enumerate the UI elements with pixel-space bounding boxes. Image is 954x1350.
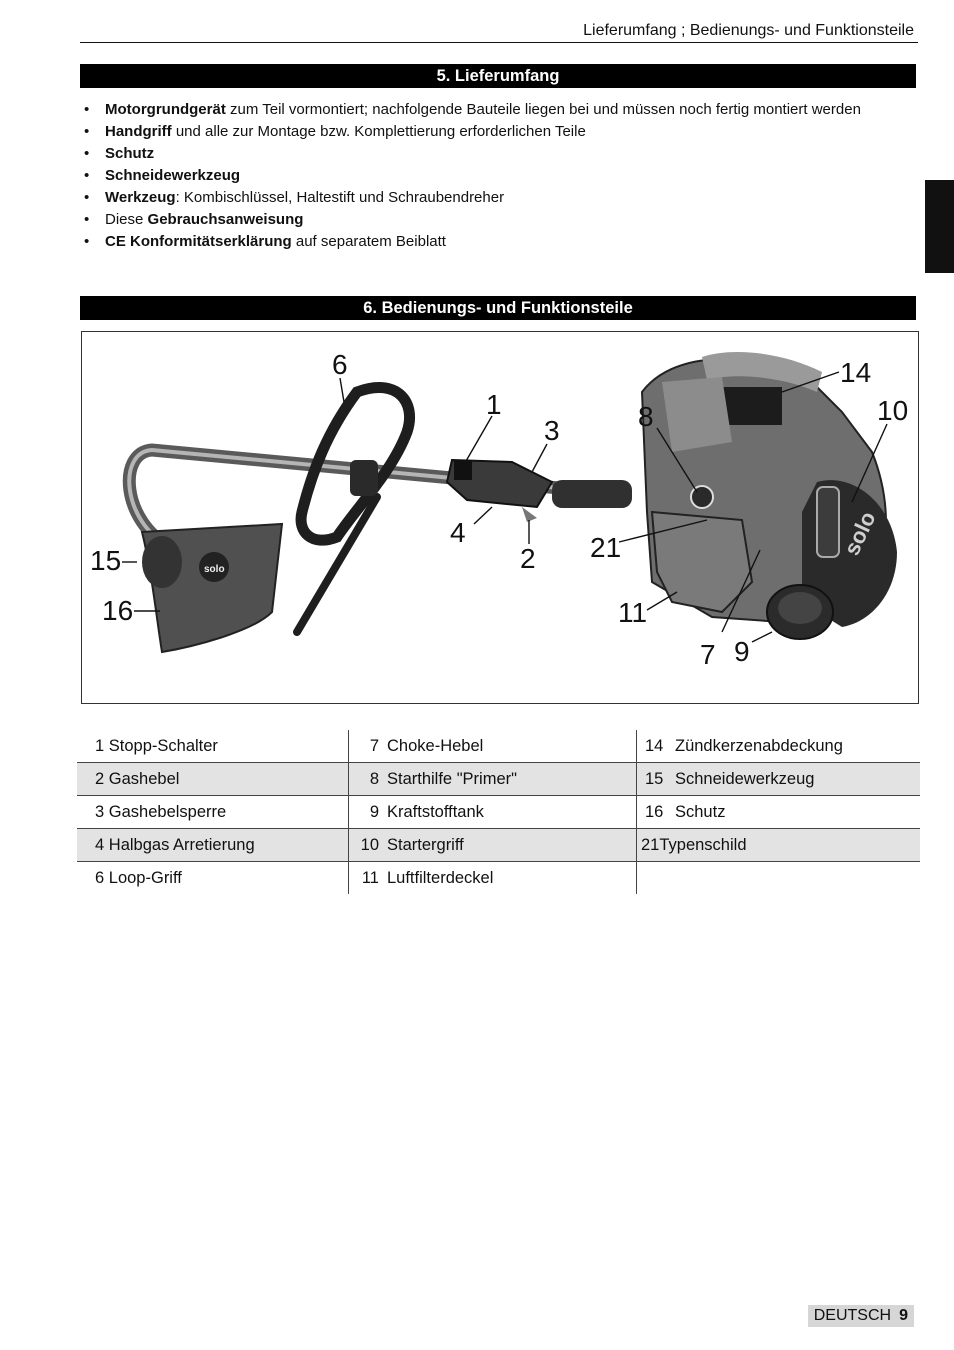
list-item: • Handgriff und alle zur Montage bzw. Komplettierung erforderlichen Teile (84, 123, 586, 140)
legend-label: Loop-Griff (108, 868, 182, 887)
delivery-list (80, 100, 910, 254)
legend-label: Typenschild (659, 835, 747, 854)
guard-logo: solo (204, 564, 225, 575)
callout-9: 9 (734, 636, 750, 667)
section-6-title: 6. Bedienungs- und Funktionsteile (80, 296, 916, 320)
legend-label: Choke-Hebel (387, 736, 484, 755)
header-rule (80, 42, 918, 43)
legend-num: 10 (360, 835, 379, 854)
table-row (77, 862, 920, 895)
legend-num: 4 (95, 835, 105, 854)
table-row (77, 796, 920, 829)
brushcutter-figure (81, 331, 919, 704)
legend-num: 3 (95, 802, 105, 821)
legend-label: Startergriff (387, 835, 464, 854)
callout-21: 21 (590, 532, 622, 563)
legend-num: 7 (369, 736, 379, 755)
callout-16: 16 (102, 595, 134, 626)
legend-num: 8 (369, 769, 379, 788)
callout-11: 11 (618, 597, 648, 628)
list-item: • Schutz (84, 145, 155, 162)
legend-num: 15 (645, 769, 664, 788)
list-item: • Motorgrundgerät zum Teil vormontiert; nachfolgende Bauteile liegen bei und müssen noch fertig montiert werden (84, 101, 861, 118)
list-item: • CE Konformitätserklärung auf separatem Beiblatt (84, 233, 446, 250)
callout-15: 15 (90, 545, 122, 576)
list-item: • Diese Gebrauchsanweisung (84, 211, 304, 228)
page-footer (808, 1305, 914, 1327)
legend-label: Luftfilterdeckel (387, 868, 494, 887)
callout-1: 1 (486, 389, 502, 420)
table-row (77, 763, 920, 796)
legend-label: Stopp-Schalter (108, 736, 218, 755)
legend-label: Schutz (675, 802, 726, 821)
callout-7: 7 (700, 639, 716, 670)
list-item: • Schneidewerkzeug (84, 167, 241, 184)
legend-label: Halbgas Arretierung (108, 835, 255, 854)
callout-10: 10 (877, 395, 909, 426)
list-item: • Werkzeug: Kombischlüssel, Haltestift und Schraubendreher (84, 189, 505, 206)
language-side-tab (925, 180, 954, 273)
running-header: Lieferumfang ; Bedienungs- und Funktionsteile (583, 22, 914, 39)
legend-num: 6 (95, 868, 105, 887)
table-row (77, 829, 920, 862)
legend-label: Schneidewerkzeug (675, 769, 815, 788)
page-number: 9 (899, 1307, 908, 1324)
legend-label: Kraftstofftank (387, 802, 484, 821)
callout-14: 14 (840, 357, 872, 388)
callout-2: 2 (520, 543, 536, 574)
legend-label: Gashebel (108, 769, 180, 788)
footer-language: DEUTSCH (813, 1307, 892, 1324)
legend-num: 21 (641, 835, 660, 854)
engine-logo: solo (838, 507, 881, 560)
callout-4: 4 (450, 517, 466, 548)
legend-num: 2 (95, 769, 105, 788)
legend-num: 14 (645, 736, 664, 755)
legend-num: 11 (361, 868, 379, 887)
legend-num: 16 (645, 802, 664, 821)
callout-6: 6 (332, 349, 348, 380)
section-5-title: 5. Lieferumfang (80, 64, 916, 88)
table-row (77, 730, 920, 763)
legend-num: 9 (369, 802, 379, 821)
legend-label: Gashebelsperre (108, 802, 227, 821)
callout-3: 3 (544, 415, 560, 446)
legend-label: Starthilfe "Primer" (387, 769, 517, 788)
brushcutter-illustration (82, 332, 918, 703)
legend-num: 1 (95, 736, 105, 755)
callout-8: 8 (638, 401, 654, 432)
parts-legend-table (77, 730, 920, 894)
legend-label: Zündkerzenabdeckung (675, 736, 843, 755)
